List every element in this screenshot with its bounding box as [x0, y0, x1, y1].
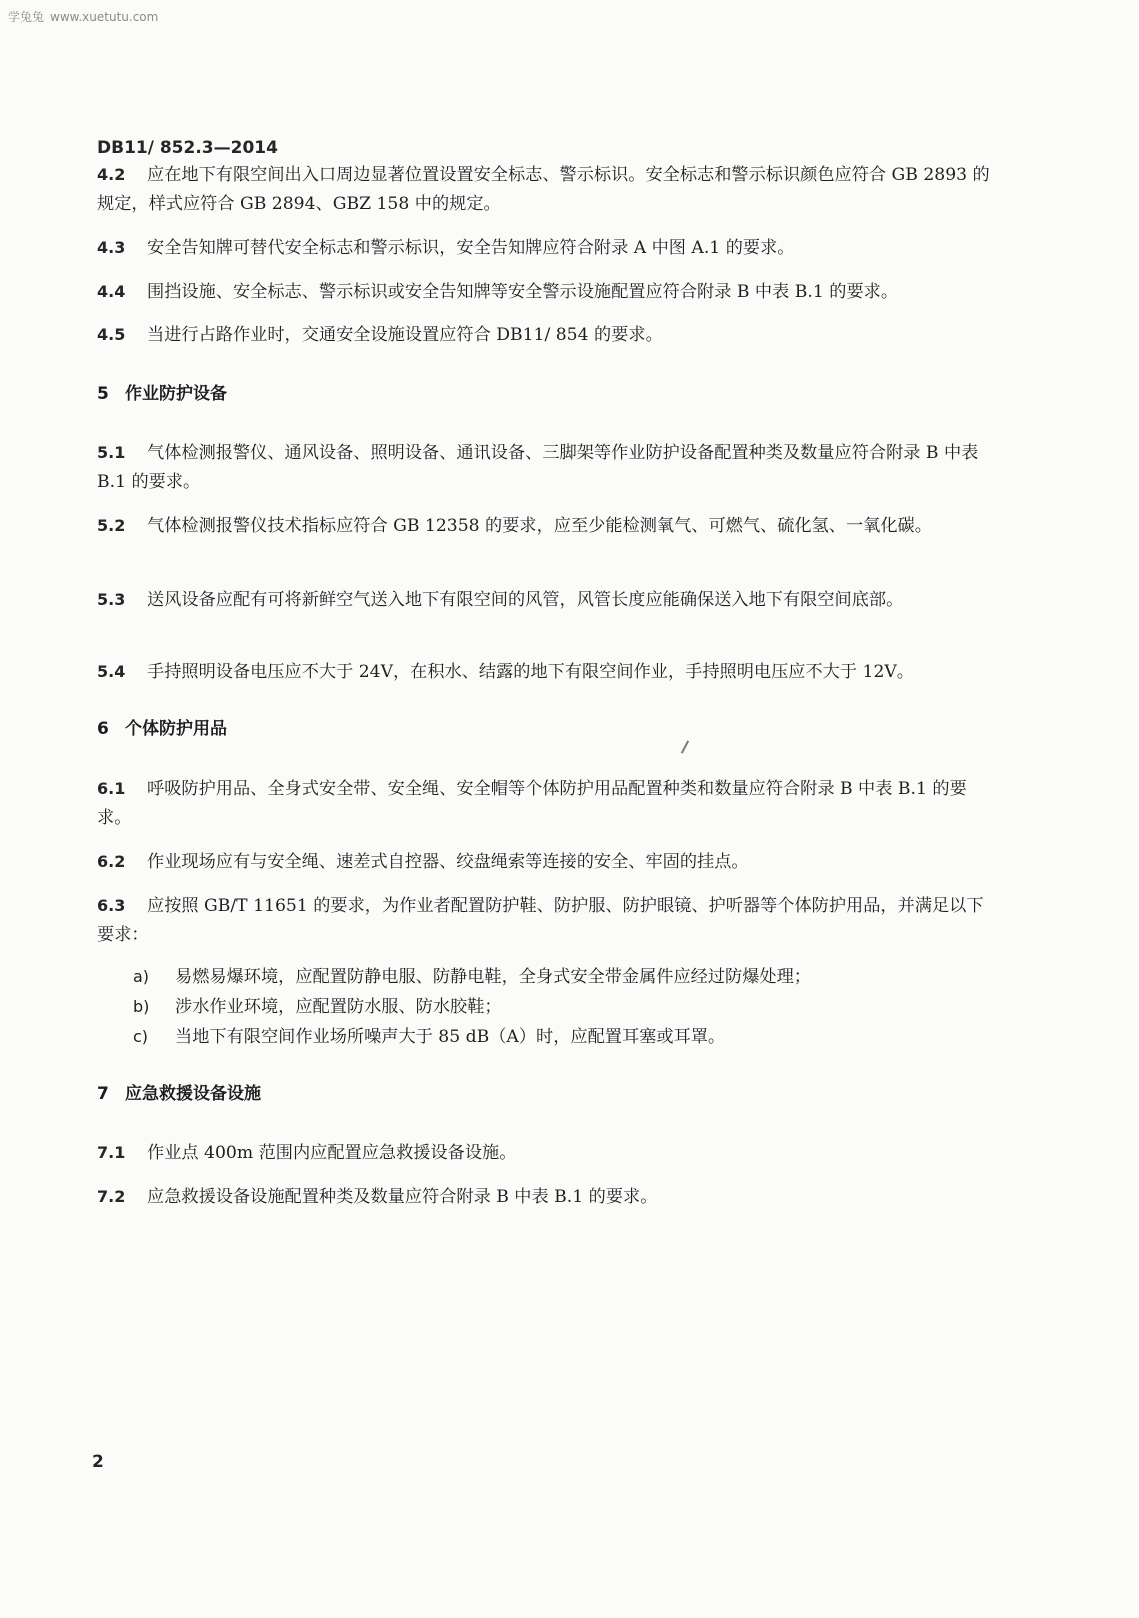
clause-text: 呼吸防护用品、全身式安全带、安全绳、安全帽等个体防护用品配置种类和数量应符合附录 B 中表 B.1 的要求。: [97, 779, 967, 828]
clause-number: 4.2: [97, 165, 126, 184]
list-item-a: [133, 962, 973, 992]
clause-number: 7.1: [97, 1143, 126, 1162]
section-title: 应急救援设备设施: [125, 1084, 261, 1104]
clause-number: 7.2: [97, 1187, 126, 1206]
list-marker: c): [133, 1027, 149, 1046]
clause-text: 应在地下有限空间出入口周边显著位置设置安全标志、警示标识。安全标志和警示标识颜色应符合 GB 2893 的规定，样式应符合 GB 2894、GBZ 158 中的规定。: [97, 165, 990, 214]
clause-5-1: [97, 438, 997, 497]
list-text: 易燃易爆环境，应配置防静电服、防静电鞋，全身式安全带金属件应经过防爆处理；: [175, 967, 811, 987]
clause-number: 6.3: [97, 896, 126, 915]
section-7-heading: [97, 1080, 997, 1109]
clause-text: 气体检测报警仪技术指标应符合 GB 12358 的要求，应至少能检测氧气、可燃气、硫化氢、一氧化碳。: [147, 516, 932, 536]
section-5-heading: [97, 380, 997, 409]
list-item-b: [133, 992, 973, 1022]
clause-6-2: [97, 847, 997, 877]
clause-text: 作业点 400m 范围内应配置应急救援设备设施。: [147, 1143, 517, 1163]
clause-4-2: [97, 160, 997, 219]
list-text: 涉水作业环境，应配置防水服、防水胶鞋；: [175, 997, 502, 1017]
clause-4-3: [97, 233, 997, 263]
clause-text: 围挡设施、安全标志、警示标识或安全告知牌等安全警示设施配置应符合附录 B 中表 B.1 的要求。: [147, 282, 899, 302]
clause-number: 6.1: [97, 779, 126, 798]
clause-text: 手持照明设备电压应不大于 24V，在积水、结露的地下有限空间作业，手持照明电压应不大于 12V。: [147, 662, 914, 682]
section-title: 个体防护用品: [125, 719, 227, 739]
clause-text: 应急救援设备设施配置种类及数量应符合附录 B 中表 B.1 的要求。: [147, 1187, 658, 1207]
clause-number: 6.2: [97, 852, 126, 871]
section-number: 6: [97, 719, 109, 739]
clause-6-3: [97, 891, 997, 950]
clause-number: 4.4: [97, 282, 126, 301]
section-title: 作业防护设备: [125, 384, 227, 404]
clause-4-5: [97, 320, 997, 350]
clause-text: 安全告知牌可替代安全标志和警示标识，安全告知牌应符合附录 A 中图 A.1 的要求。: [147, 238, 795, 258]
list-marker: b): [133, 997, 150, 1016]
clause-number: 4.3: [97, 238, 126, 257]
clause-5-4: [97, 657, 997, 687]
clause-number: 5.3: [97, 590, 126, 609]
watermark-brand: 学兔兔: [8, 10, 45, 24]
clause-number: 5.4: [97, 662, 126, 681]
clause-text: 应按照 GB/T 11651 的要求，为作业者配置防护鞋、防护服、防护眼镜、护听器等个体防护用品，并满足以下要求：: [97, 896, 984, 945]
section-number: 5: [97, 384, 109, 404]
clause-text: 送风设备应配有可将新鲜空气送入地下有限空间的风管，风管长度应能确保送入地下有限空间底部。: [147, 590, 904, 610]
clause-text: 气体检测报警仪、通风设备、照明设备、通讯设备、三脚架等作业防护设备配置种类及数量应符合附录 B 中表 B.1 的要求。: [97, 443, 979, 492]
watermark: [8, 8, 158, 25]
clause-number: 5.2: [97, 516, 126, 535]
section-6-heading: [97, 715, 997, 744]
clause-text: 当进行占路作业时，交通安全设施设置应符合 DB11/ 854 的要求。: [147, 325, 663, 345]
clause-7-2: [97, 1182, 997, 1212]
clause-number: 5.1: [97, 443, 126, 462]
list-item-c: [133, 1022, 973, 1052]
clause-5-3: [97, 585, 997, 615]
watermark-site: www.xuetutu.com: [50, 10, 159, 24]
page-number: 2: [92, 1452, 104, 1472]
clause-5-2: [97, 511, 997, 541]
clause-4-4: [97, 277, 997, 307]
section-number: 7: [97, 1084, 109, 1104]
list-text: 当地下有限空间作业场所噪声大于 85 dB（A）时，应配置耳塞或耳罩。: [175, 1027, 726, 1047]
list-marker: a): [133, 967, 150, 986]
clause-7-1: [97, 1138, 997, 1168]
clause-text: 作业现场应有与安全绳、速差式自控器、绞盘绳索等连接的安全、牢固的挂点。: [147, 852, 749, 872]
clause-number: 4.5: [97, 325, 126, 344]
clause-6-1: [97, 774, 997, 833]
standard-code: DB11/ 852.3—2014: [97, 138, 278, 158]
